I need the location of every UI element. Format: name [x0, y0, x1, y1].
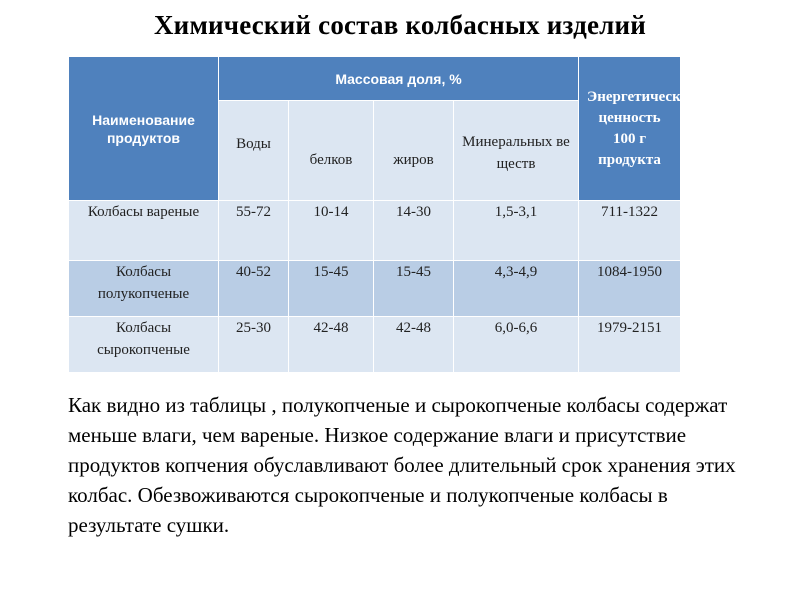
row-energy: 1979-2151	[579, 317, 681, 373]
row-energy: 711-1322	[579, 201, 681, 261]
chemical-composition-table	[68, 56, 697, 373]
header-minerals: Минеральных веществ	[454, 101, 579, 201]
row-minerals: 4,3-4,9	[454, 261, 579, 317]
row-minerals: 1,5-3,1	[454, 201, 579, 261]
row-fat: 42-48	[374, 317, 454, 373]
row-energy: 1084-1950	[579, 261, 681, 317]
row-water: 55-72	[219, 201, 289, 261]
header-energy-value: Энергетическая ценность 100 г продукта	[579, 57, 681, 201]
row-protein: 15-45	[289, 261, 374, 317]
row-fat: 15-45	[374, 261, 454, 317]
row-minerals: 6,0-6,6	[454, 317, 579, 373]
table-row	[69, 201, 681, 261]
description-paragraph: Как видно из таблицы , полукопченые и сырокопченые колбасы содержат меньше влаги, чем вареные. Низкое содержание влаги и присутствие продуктов копчения обуславливают более длительный срок хранения этих колбас. Обезвоживаются сырокопченые и полукопченые колбасы в результате сушки.	[68, 393, 736, 537]
page-title: Химический состав колбасных изделий	[153, 10, 647, 40]
header-protein: белков	[289, 101, 374, 201]
row-fat: 14-30	[374, 201, 454, 261]
header-product-name: Наименование продуктов	[69, 57, 219, 201]
row-water: 25-30	[219, 317, 289, 373]
row-protein: 10-14	[289, 201, 374, 261]
row-water: 40-52	[219, 261, 289, 317]
table-row	[69, 317, 681, 373]
row-name: Колбасы сырокопченые	[69, 317, 219, 373]
row-name: Колбасы полукопченые	[69, 261, 219, 317]
header-mass-fraction: Массовая доля, %	[219, 57, 579, 101]
row-name: Колбасы вареные	[69, 201, 219, 261]
header-water: Воды	[219, 101, 289, 201]
header-fat: жиров	[374, 101, 454, 201]
row-protein: 42-48	[289, 317, 374, 373]
table-row	[69, 261, 681, 317]
